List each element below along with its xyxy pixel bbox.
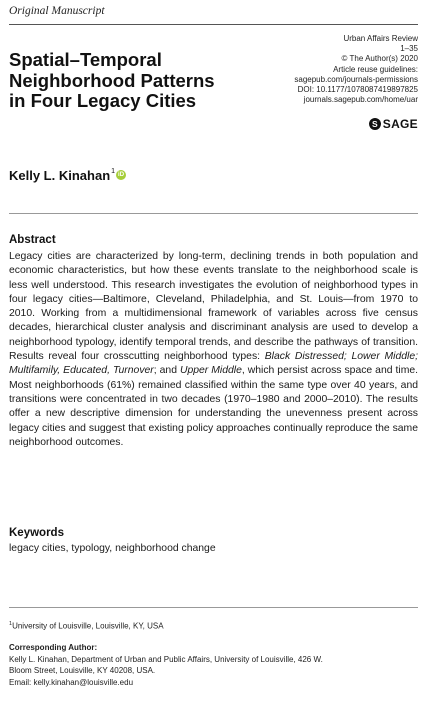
section-divider — [9, 213, 418, 214]
abstract-part-2: , which persist across space and time. Most neighborhoods (61%) remained classified within the same type over 40 years, and transitions were concentrated in two decades (1970–1980 and 2000–2010). The results offer a new descriptive dimension for understanding the unevenness present across legacy cities and suggest that existing policy approaches continually reproduce the same neighborhood outcomes. — [9, 365, 419, 448]
journal-pages: 1–35 — [400, 44, 418, 54]
sage-logo-icon: S — [369, 118, 381, 130]
affiliation-text: University of Louisville, Louisville, KY, USA — [12, 621, 164, 631]
sage-logo-text: SAGE — [382, 117, 418, 131]
corresponding-line-1: Kelly L. Kinahan, Department of Urban and Public Affairs, University of Louisville, 426 W. — [9, 654, 323, 664]
reuse-link[interactable]: sagepub.com/journals-permissions — [294, 74, 418, 84]
keywords-text: legacy cities, typology, neighborhood change — [9, 543, 216, 554]
abstract-text — [9, 250, 418, 450]
journal-name: Urban Affairs Review — [343, 34, 418, 43]
title-line-1: Spatial–Temporal — [9, 49, 162, 70]
affiliation — [9, 621, 164, 631]
affiliation-marker: 1 — [9, 621, 13, 627]
author-line — [9, 168, 126, 183]
manuscript-label: Original Manuscript — [9, 5, 105, 17]
journal-copyright: © The Author(s) 2020 — [341, 54, 418, 64]
reuse-guidelines: Article reuse guidelines: — [333, 64, 418, 74]
corresponding-author — [9, 642, 418, 688]
top-divider — [9, 24, 418, 25]
abstract-heading: Abstract — [9, 234, 56, 246]
abstract-part-1: Legacy cities are characterized by long-term, declining trends in both population and economic characteristics, but how these events translate to the neighborhood scale is less well understood. This research investigates the evolution of neighborhood types in four legacy cities—Baltimore, Cleveland, Philadelphia, and St. Louis—from 1970 to 2010. Working from a multidimensional framework of variables across five census decades, hierarchical cluster analysis and discriminant analysis are used to develop a neighborhood typology, identify temporal trends, and describe the pathways of transition. Results reveal four crosscutting neighborhood types: — [9, 251, 418, 363]
abstract-type-upper-middle: Upper Middle — [179, 365, 242, 377]
author-name: Kelly L. Kinahan — [9, 168, 111, 183]
corresponding-line-2: Bloom Street, Louisville, KY 40208, USA. — [9, 666, 156, 675]
keywords-heading: Keywords — [9, 527, 64, 539]
abstract-separator: ; and — [153, 365, 180, 377]
article-title — [9, 50, 224, 112]
title-line-2: Neighborhood Patterns — [9, 69, 215, 91]
journal-info — [243, 34, 418, 105]
title-line-3: in Four Legacy Cities — [9, 90, 197, 111]
doi[interactable]: DOI: 10.1177/1078087419897825 — [297, 85, 418, 95]
orcid-icon[interactable]: iD — [118, 172, 125, 178]
corresponding-email[interactable]: Email: kelly.kinahan@louisville.edu — [9, 677, 134, 687]
sage-logo — [348, 117, 418, 131]
footer-divider — [9, 607, 418, 608]
abstract-types-italic: Black Distressed; Lower Middle; Multifamily, Educated, Turnover — [9, 351, 418, 377]
author-affiliation-marker: 1 — [111, 168, 116, 175]
corresponding-label: Corresponding Author: — [9, 643, 98, 652]
journal-url[interactable]: journals.sagepub.com/home/uar — [303, 95, 418, 105]
